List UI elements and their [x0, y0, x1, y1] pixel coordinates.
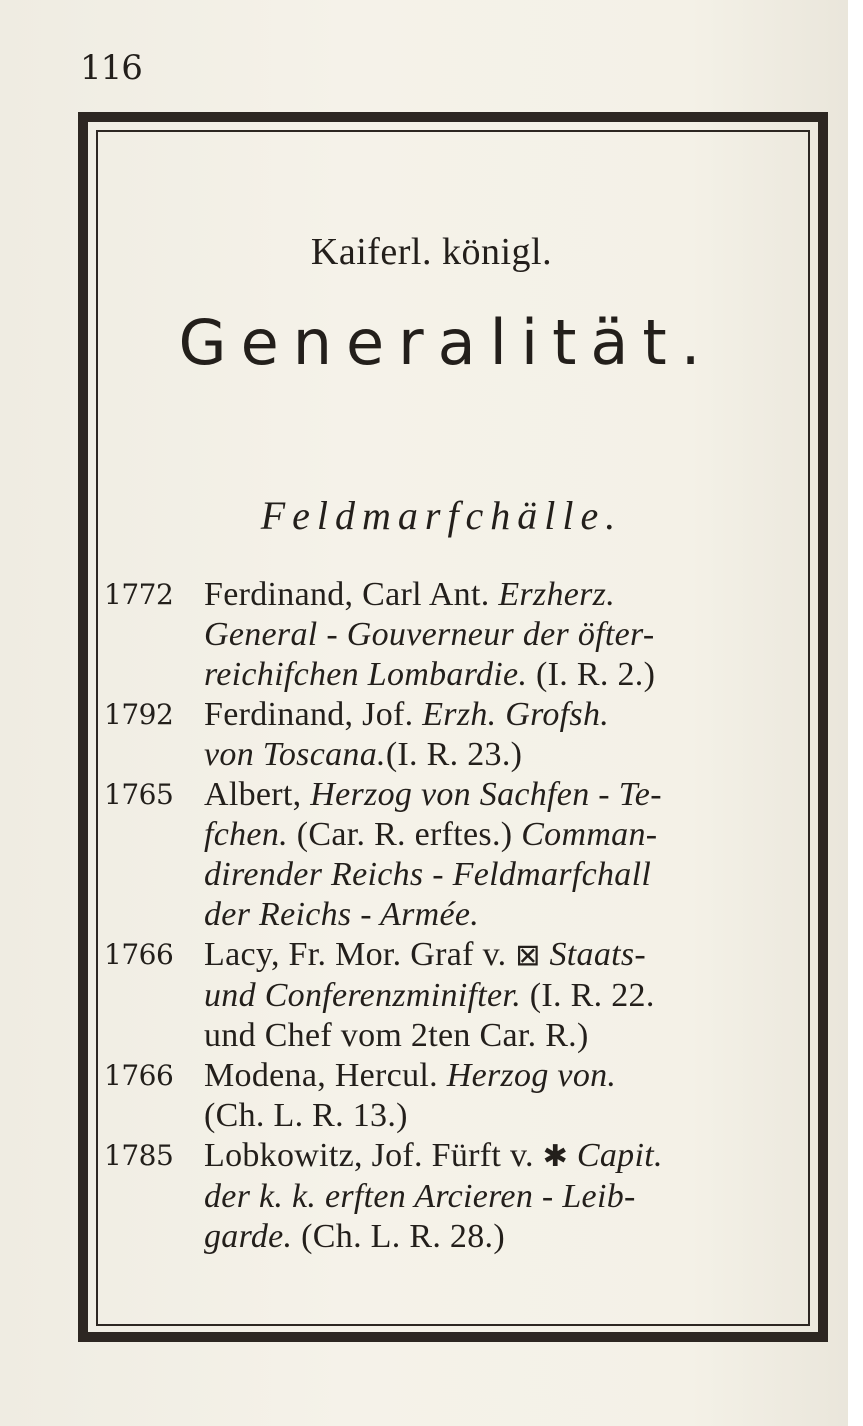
entry-text: dirender Reichs - Feldmarfchall [204, 856, 652, 893]
entry-text: reichifchen Lombardie. [204, 656, 528, 693]
entry-text: Ferdinand, Carl Ant. [204, 576, 499, 613]
list-item [104, 1056, 794, 1136]
list-item [104, 695, 794, 775]
entry-line [104, 935, 794, 976]
entry-year: 1785 [104, 1139, 174, 1172]
entry-text: (I. R. 22. [521, 977, 655, 1014]
order-symbol-icon: ✱ [542, 1139, 569, 1174]
entry-text: Lacy, Fr. Mor. Graf v. [204, 936, 516, 973]
entry-text: Capit. [568, 1137, 663, 1174]
entry-text: (Ch. L. R. 28.) [292, 1218, 505, 1255]
entry-text: Ferdinand, Jof. [204, 696, 423, 733]
entry-text: (Car. R. erftes.) [287, 816, 522, 853]
entry-text: garde. [204, 1218, 293, 1255]
entry-text: Modena, Hercul. [204, 1057, 447, 1094]
entry-text: Comman- [521, 816, 658, 853]
entry-line [104, 1016, 794, 1056]
entry-text: (I. R. 2.) [527, 656, 656, 693]
list-item [104, 575, 794, 695]
entry-line [104, 1136, 794, 1177]
list-item [104, 935, 794, 1056]
entry-text: der k. k. erften Arcieren - Leib- [204, 1178, 636, 1215]
entry-line [104, 976, 794, 1016]
subtitle: Kaiferl. königl. [310, 231, 553, 273]
entry-text: Herzog von Sachfen - Te- [310, 776, 662, 813]
entry-text: von Toscana. [204, 736, 386, 773]
entry-line [104, 895, 794, 935]
entry-text: Staats- [540, 936, 647, 973]
entry-line [104, 1056, 794, 1096]
entry-list [104, 575, 794, 1257]
entry-text: (Ch. L. R. 13.) [204, 1097, 408, 1134]
entry-year: 1766 [104, 1059, 174, 1092]
entry-line [104, 855, 794, 895]
entry-year: 1772 [104, 578, 174, 611]
entry-text: General - Gouverneur der öfter- [204, 616, 655, 653]
entry-text: Herzog von. [446, 1057, 617, 1094]
list-item [104, 1136, 794, 1257]
entry-text: Albert, [204, 776, 311, 813]
entry-line [104, 1096, 794, 1136]
entry-text: und Conferenzminifter. [204, 977, 521, 1014]
entry-text: fchen. [204, 816, 288, 853]
entry-text: der Reichs - Armée. [204, 896, 480, 933]
entry-text: Lobkowitz, Jof. Fürft v. [204, 1137, 543, 1174]
entry-text: (I. R. 23.) [385, 736, 523, 773]
entry-text: Erzherz. [498, 576, 616, 613]
section-heading: Feldmarfchälle. [260, 493, 623, 538]
entry-line [104, 615, 794, 655]
entry-line [104, 575, 794, 615]
page-title: Generalität. [178, 306, 715, 379]
entry-line [104, 695, 794, 735]
order-symbol-icon: ⊠ [515, 938, 541, 973]
entry-year: 1766 [104, 938, 174, 971]
entry-line [104, 1217, 794, 1257]
entry-year: 1765 [104, 778, 174, 811]
entry-text: und Chef vom 2ten Car. R.) [204, 1017, 589, 1054]
entry-line [104, 735, 794, 775]
entry-line [104, 1177, 794, 1217]
page-number: 116 [80, 48, 142, 88]
list-item [104, 775, 794, 935]
entry-line [104, 775, 794, 815]
entry-line [104, 815, 794, 855]
entry-year: 1792 [104, 698, 174, 731]
page-edge [848, 0, 863, 1426]
entry-line [104, 655, 794, 695]
entry-text: Erzh. Grofsh. [422, 696, 610, 733]
